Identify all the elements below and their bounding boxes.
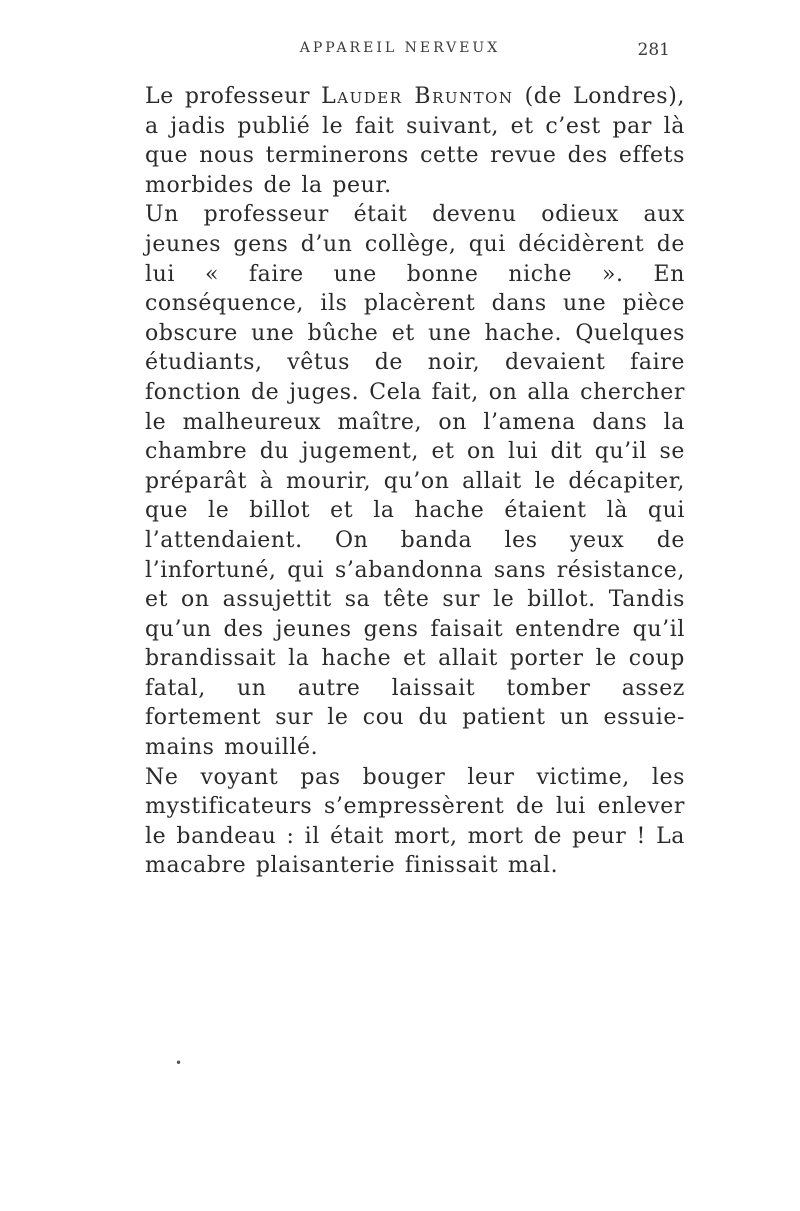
paragraph-3: Ne voyant pas bouger leur victime, les mystificateurs s’empressèrent de lui enlever le bandeau : il était mort, mort de peur ! La macabre plaisanterie finissait mal. <box>145 764 685 879</box>
body-text <box>145 82 685 881</box>
running-head <box>0 40 800 70</box>
paragraph-1-prefix: Le professeur <box>145 84 322 109</box>
running-title: APPAREIL NERVEUX <box>299 40 501 56</box>
paragraph-1 <box>145 82 685 200</box>
author-name: Lauder Brunton <box>321 84 514 109</box>
paragraph-1-suffix: (de Londres), a jadis publié le fait suivant, et c’est par là que nous terminerons cette revue des effets morbides de la peur. <box>145 84 685 198</box>
page-number: 281 <box>637 40 670 60</box>
paragraph-2: Un professeur était devenu odieux aux jeunes gens d’un collège, qui décidèrent de lui « faire une bonne niche ». En conséquence, ils placèrent dans une pièce obscure une bûche et une hache. Quelques étudiants, vêtus de noir, devaient faire fonction de juges. Cela fait, on alla chercher le malheureux maître, on l’amena dans la chambre du jugement, et on lui dit qu’il se préparât à mourir, qu’on allait le décapiter, que le billot et la hache étaient là qui l’attendaient. On banda les yeux de l’infortuné, qui s’abandonna sans résistance, et on assujettit sa tête sur le billot. Tandis qu’un des jeunes gens faisait entendre qu’il brandissait la hache et allait porter le coup fatal, un autre laissait tomber assez fortement sur le cou du patient un essuie-mains mouillé. <box>145 202 685 761</box>
footer-mark: • <box>175 1056 183 1070</box>
